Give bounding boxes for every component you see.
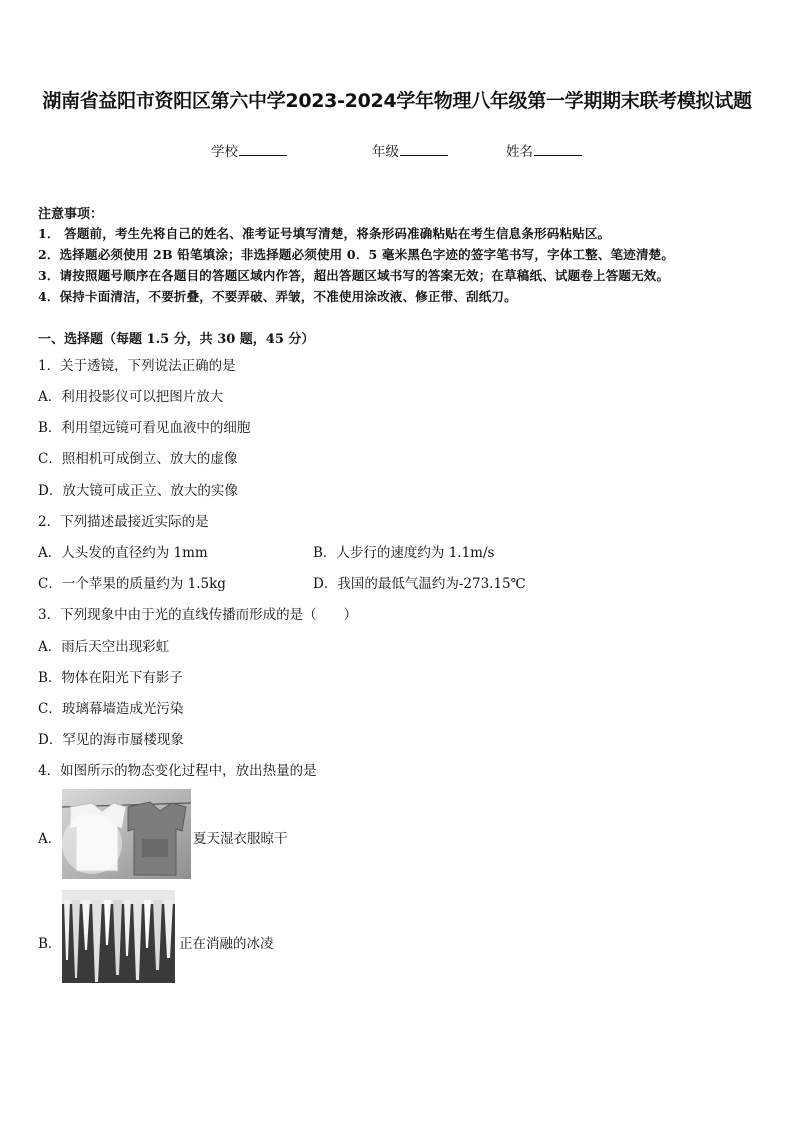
melting-icicles-photo: [62, 890, 175, 983]
drying-clothes-photo: [62, 789, 191, 879]
question-4-option-b-label: B．: [38, 936, 62, 952]
question-1-option-b: B．利用望远镜可看见血液中的细胞: [38, 420, 251, 436]
question-3-option-a: A．雨后天空出现彩虹: [38, 639, 170, 655]
question-3-stem: 3．下列现象中由于光的直线传播而形成的是（ ）: [38, 607, 358, 623]
question-4-option-b-caption: 正在消融的冰凌: [179, 936, 274, 952]
question-2-option-c: C．一个苹果的质量约为 1.5kg: [38, 576, 226, 592]
notice-item: 2．选择题必须使用 2B 铅笔填涂；非选择题必须使用 0．5 毫米黑色字迹的签字笔书写，字体工整、笔迹清楚。: [38, 247, 675, 262]
question-3-option-d: D．罕见的海市蜃楼现象: [38, 732, 184, 748]
question-1-option-c: C．照相机可成倒立、放大的虚像: [38, 451, 238, 467]
question-3-option-b: B．物体在阳光下有影子: [38, 670, 183, 686]
name-blank: [534, 143, 582, 156]
section-heading: 一、选择题（每题 1.5 分，共 30 题，45 分）: [38, 332, 315, 347]
exam-title: 湖南省益阳市资阳区第六中学2023-2024学年物理八年级第一学期期末联考模拟试题: [42, 90, 752, 112]
notice-item: 4．保持卡面清洁，不要折叠，不要弄破、弄皱，不准使用涂改液、修正带、刮纸刀。: [38, 289, 517, 304]
grade-field: [372, 140, 448, 160]
question-4-option-a-caption: 夏天湿衣服晾干: [193, 831, 288, 847]
notice-item: 3．请按照题号顺序在各题目的答题区域内作答，超出答题区域书写的答案无效；在草稿纸、试题卷上答题无效。: [38, 268, 670, 283]
question-1-option-a: A．利用投影仪可以把图片放大: [38, 389, 224, 405]
question-1-stem: 1．关于透镜，下列说法正确的是: [38, 358, 236, 374]
name-label: 姓名: [506, 144, 533, 160]
school-blank: [239, 143, 287, 156]
question-2-option-d: D．我国的最低气温约为-273.15℃: [313, 576, 526, 592]
question-4-stem: 4．如图所示的物态变化过程中，放出热量的是: [38, 763, 317, 779]
question-4-option-a-label: A．: [38, 831, 62, 847]
notice-heading: 注意事项：: [38, 207, 104, 222]
question-3-option-c: C．玻璃幕墙造成光污染: [38, 701, 184, 717]
question-1-option-d: D．放大镜可成正立、放大的实像: [38, 483, 238, 499]
name-field: [506, 140, 582, 160]
grade-blank: [400, 143, 448, 156]
school-label: 学校: [211, 144, 238, 160]
question-2-option-b: B．人步行的速度约为 1.1m/s: [313, 545, 495, 561]
grade-label: 年级: [372, 144, 399, 160]
question-2-option-a: A．人头发的直径约为 1mm: [38, 545, 208, 561]
question-2-stem: 2．下列描述最接近实际的是: [38, 514, 209, 530]
notice-item: 1． 答题前，考生先将自己的姓名、准考证号填写清楚，将条形码准确粘贴在考生信息条形码粘贴区。: [38, 226, 611, 241]
school-field: [211, 140, 287, 160]
